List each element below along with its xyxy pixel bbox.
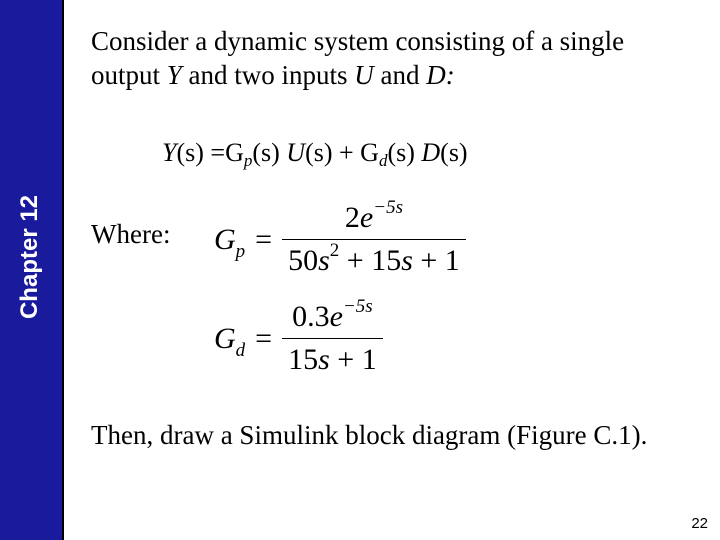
var-y: Y <box>166 60 182 90</box>
gd-denominator <box>282 338 383 377</box>
gp-den-c: + 1 <box>412 244 460 277</box>
gd-equals: = <box>255 321 273 355</box>
where-label: Where: <box>91 219 171 249</box>
intro-text-a: output <box>91 60 167 90</box>
gd-fraction <box>282 296 383 377</box>
gp-lhs <box>214 222 246 262</box>
intro-line-1: Consider a dynamic system consisting of a single <box>91 26 625 56</box>
gd-lhs <box>214 321 246 361</box>
eq-part-a: (s) =G <box>176 138 244 167</box>
gp-subscript: p <box>235 240 246 262</box>
gp-num-exp: −5s <box>373 197 403 218</box>
page-number: 22 <box>691 515 708 532</box>
chapter-sidebar <box>0 0 62 540</box>
gp-equals: = <box>255 222 273 256</box>
system-equation <box>162 138 468 168</box>
var-u: U <box>354 60 374 90</box>
gd-subscript: d <box>235 339 246 361</box>
gd-den-b: + 1 <box>329 343 377 376</box>
eq-y: Y <box>162 138 177 167</box>
gp-fraction <box>282 197 466 278</box>
intro-text-b: and two inputs <box>181 60 355 90</box>
intro-line-2 <box>91 58 701 92</box>
var-d: D: <box>426 60 455 90</box>
eq-d: D <box>421 138 441 167</box>
gp-den-a: 50 <box>288 244 319 277</box>
gp-numerator <box>339 197 409 239</box>
gp-den-s2: s <box>401 244 413 277</box>
eq-u: U <box>286 138 306 167</box>
eq-part-b: (s) <box>252 138 287 167</box>
gd-numerator <box>286 296 379 338</box>
chapter-label: Chapter 12 <box>16 194 43 320</box>
gd-num-coef: 0.3 <box>292 300 330 333</box>
gd-den-s: s <box>318 343 330 376</box>
gd-symbol: G <box>214 321 236 355</box>
gp-denominator <box>282 239 466 278</box>
gp-equation <box>214 197 466 278</box>
gd-num-e: e <box>329 300 343 333</box>
eq-sub-p: p <box>243 151 253 170</box>
closing-text: Then, draw a Simulink block diagram (Figure C.1). <box>91 420 648 450</box>
eq-part-f: (s) <box>440 138 468 167</box>
gp-den-b: + 15 <box>339 244 402 277</box>
eq-part-c: (s) + G <box>305 138 379 167</box>
eq-sub-d: d <box>378 151 388 170</box>
eq-part-e: (s) <box>387 138 422 167</box>
gp-num-e: e <box>359 201 374 234</box>
gd-equation <box>214 296 383 377</box>
gd-num-exp: −5s <box>342 296 373 317</box>
gp-symbol: G <box>214 222 236 256</box>
gd-den-a: 15 <box>288 343 319 376</box>
sidebar-divider <box>62 0 64 540</box>
intro-text <box>91 24 701 92</box>
intro-text-c: and <box>373 60 427 90</box>
gp-den-s1: s <box>318 244 330 277</box>
gp-num-coef: 2 <box>344 201 360 234</box>
gp-den-sq: 2 <box>329 240 340 261</box>
